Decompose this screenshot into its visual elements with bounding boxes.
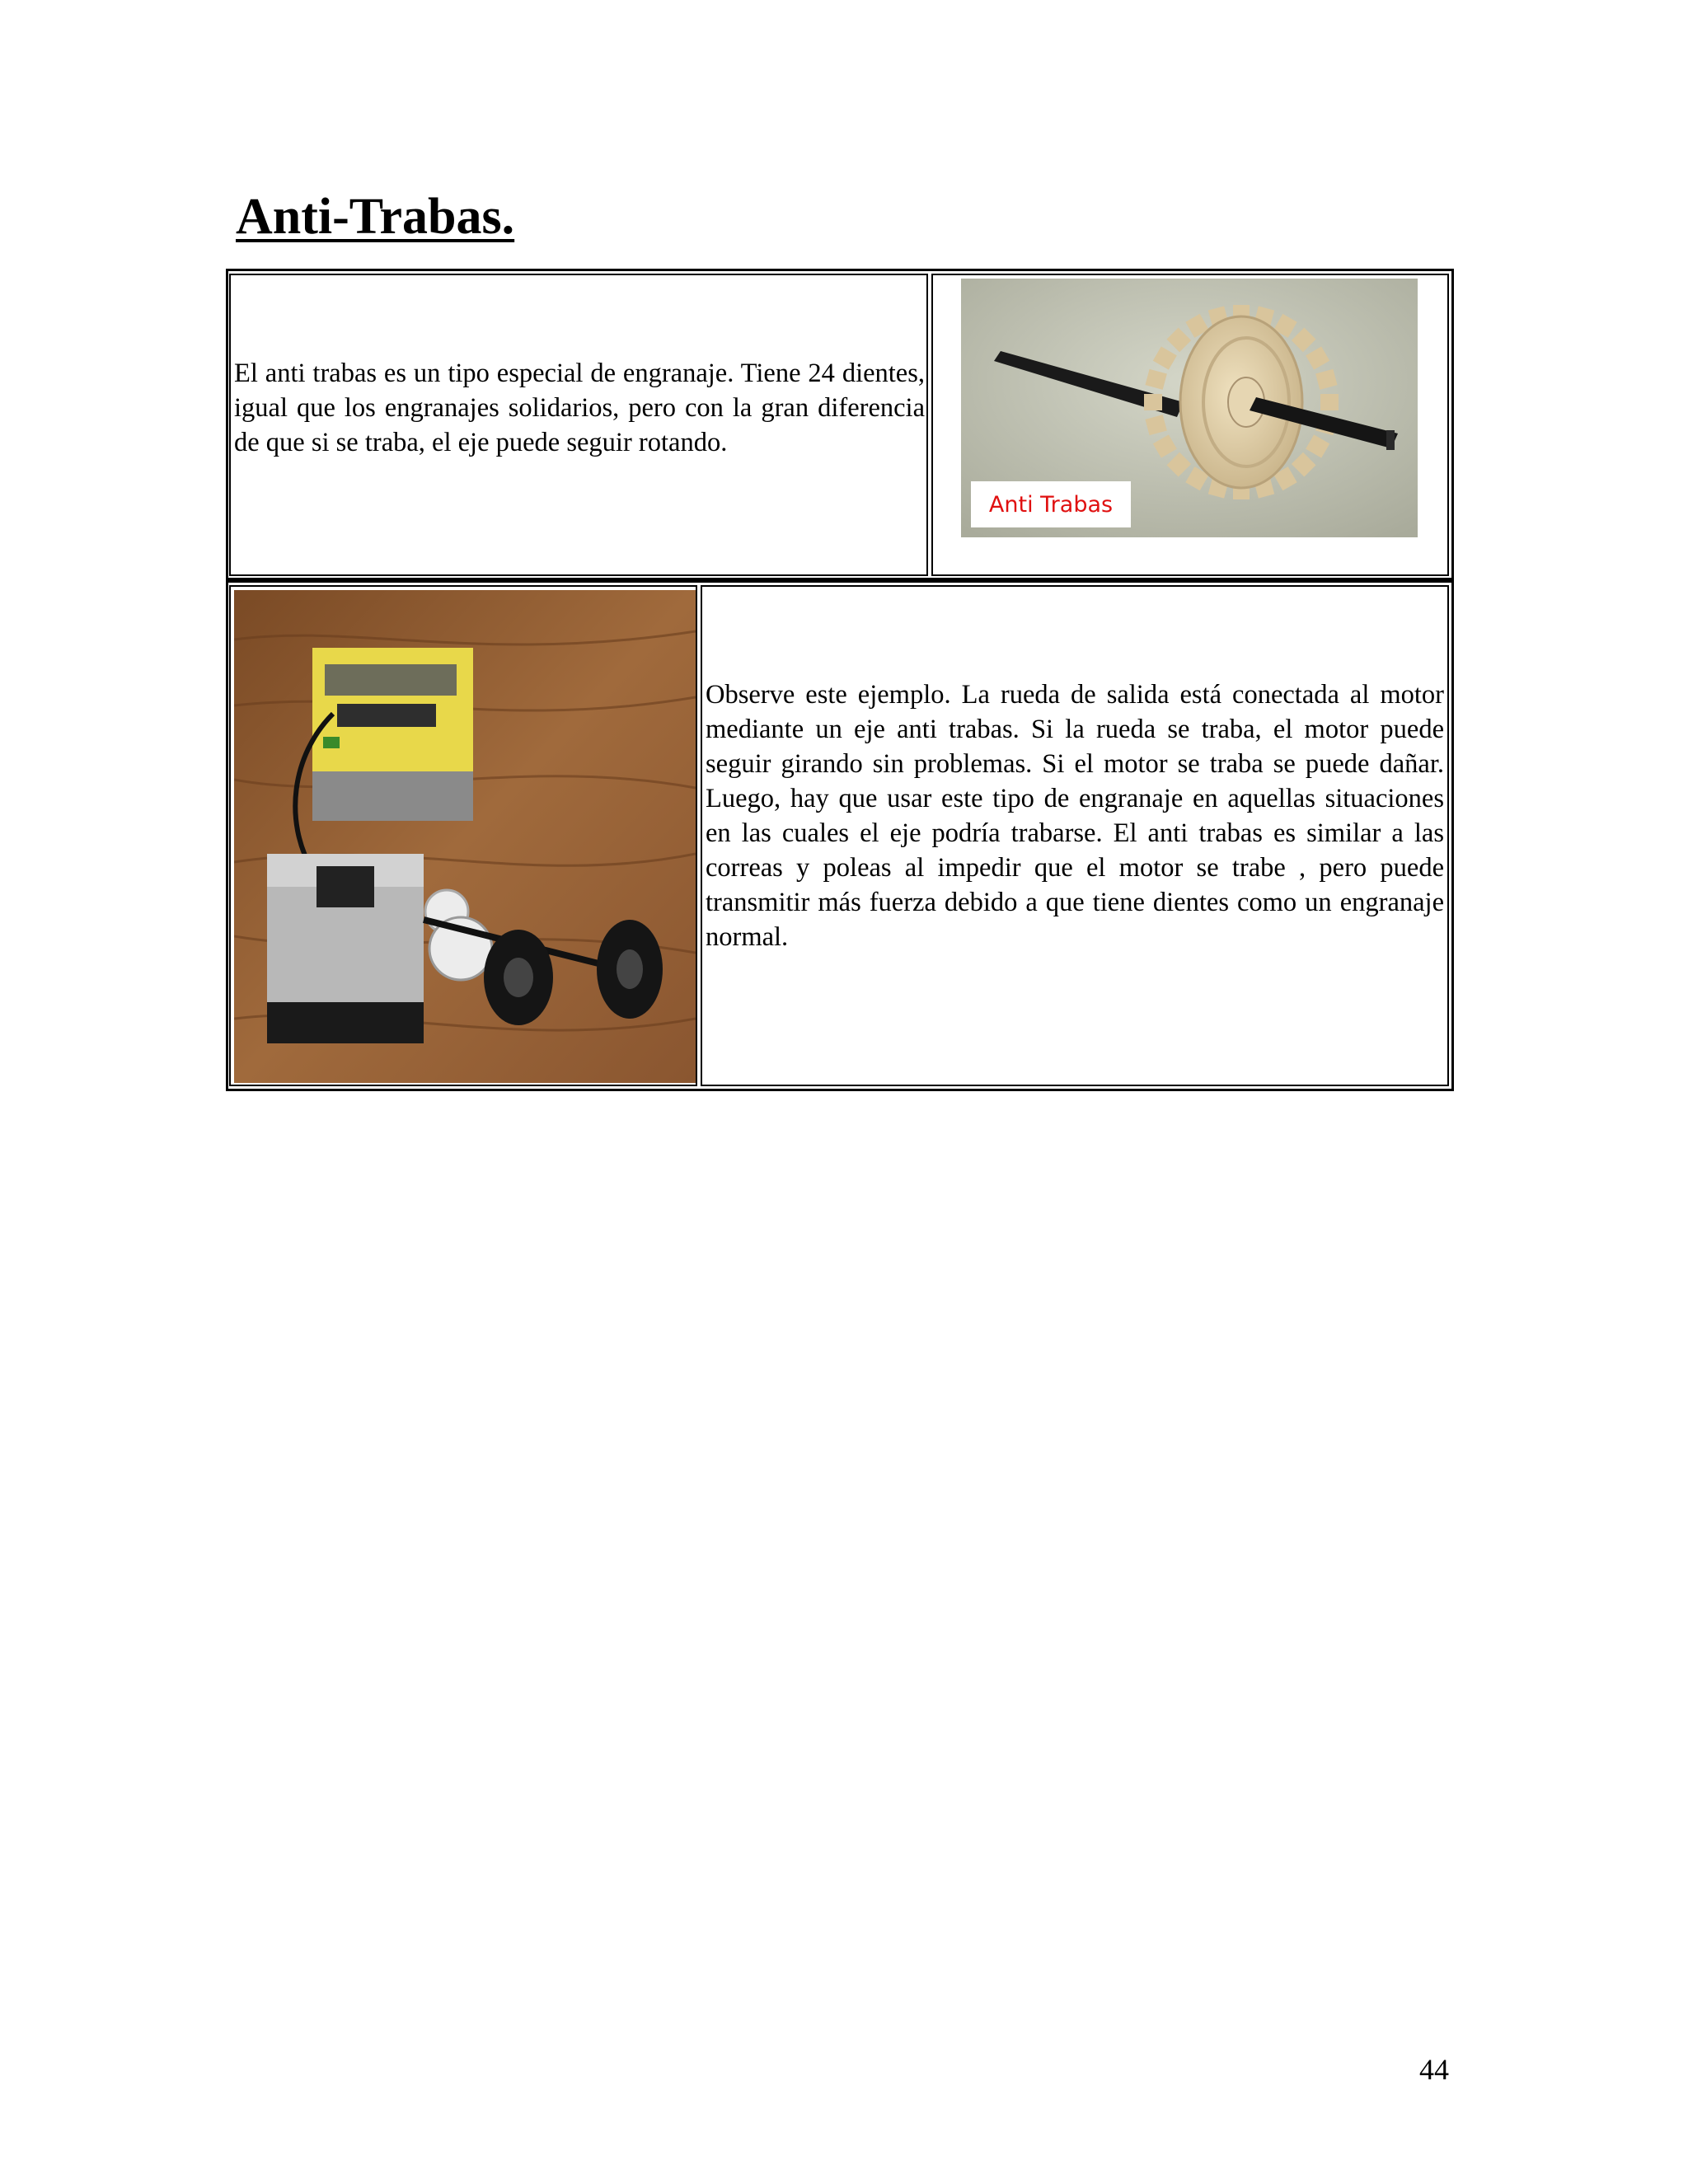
- page-title: Anti-Trabas.: [236, 189, 515, 245]
- anti-trabas-description: El anti trabas es un tipo especial de engranaje. Tiene 24 dientes, igual que los engranajes solidarios, pero con la gran diferencia de que si se traba, el eje puede seguir rotando.: [234, 359, 925, 457]
- anti-trabas-image-label: Anti Trabas: [971, 481, 1131, 527]
- rcx-model-photo: [234, 590, 696, 1083]
- page-number: 44: [1419, 2053, 1449, 2086]
- example-description: Observe este ejemplo. La rueda de salida está conectada al motor mediante un eje anti trabas. Si la rueda se traba, el motor puede seguir girando sin problemas. Si el motor se traba se puede dañar. Luego, hay que usar este tipo de engranaje en aquellas situaciones en las cuales el eje podría trabarse. El anti trabas es similar a las correas y poleas al impedir que el motor se trabe , pero puede transmitir más fuerza debido a que tiene dientes como un engranaje normal.: [706, 680, 1444, 952]
